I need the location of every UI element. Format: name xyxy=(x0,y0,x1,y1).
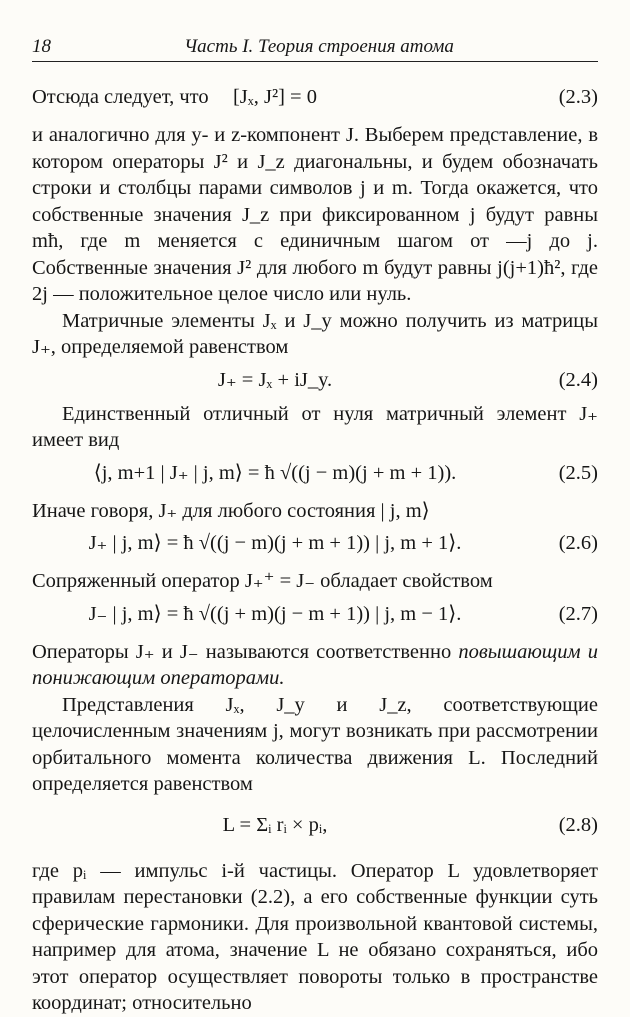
equation-number-2-6: (2.6) xyxy=(558,532,598,554)
equation-number-2-8: (2.8) xyxy=(558,813,598,836)
raising-lowering-text: Операторы J₊ и J₋ называются соответственно xyxy=(32,640,459,663)
equation-number-2-3: (2.3) xyxy=(558,86,598,108)
raising-lowering-terms: повышающим и понижающим операторами. xyxy=(32,640,598,689)
lead-text: Отсюда следует, что xyxy=(32,86,209,108)
paragraph-single-element: Единственный отличный от нуля матричный элемент J₊ имеет вид xyxy=(32,402,598,451)
equation-2-6: J₊ | j, m⟩ = ħ √((j − m)(j + m + 1)) | j, m + 1⟩. xyxy=(88,532,462,554)
equation-2-7-line xyxy=(32,595,598,635)
page-number: 18 xyxy=(32,36,51,57)
equation-2-8-line xyxy=(32,798,598,858)
paragraph-representation: и аналогично для y- и z-компонент J. Выберем представление, в котором операторы J² и J_z диагональны, и будем обозначать строки и столбцы парами символов j и m. Тогда окажется, что собственные значения J_z при фиксированном j будут равны mħ, где m меняется с единичным шагом от —j до j. Собственные значения J² для любого m будут равны j(j+1)ħ², где 2j — положительное целое число или нуль. xyxy=(32,124,598,305)
equation-2-5-line xyxy=(32,454,598,494)
paragraph-adjoint-operator: Сопряженный оператор J₊⁺ = J₋ обладает свойством xyxy=(32,570,493,592)
equation-number-2-7: (2.7) xyxy=(558,602,598,625)
equation-2-8: L = Σᵢ rᵢ × pᵢ, xyxy=(222,813,328,836)
equation-2-4-line xyxy=(32,361,598,401)
equation-2-3: [Jₓ, J²] = 0 xyxy=(232,86,317,108)
header-rule xyxy=(32,61,598,62)
paragraph-matrix-elements: Матричные элементы Jₓ и J_y можно получить из матрицы J₊, определяемой равенством xyxy=(32,309,598,358)
page-body xyxy=(32,78,598,1017)
paragraph-raising-lowering xyxy=(32,635,598,692)
equation-2-3-line xyxy=(32,78,598,122)
equation-2-5: ⟨j, m+1 | J₊ | j, m⟩ = ħ √((j − m)(j + m + 1)). xyxy=(93,461,457,484)
equation-number-2-4: (2.4) xyxy=(558,368,598,391)
page-header xyxy=(32,34,598,60)
equation-number-2-5: (2.5) xyxy=(558,461,598,484)
paragraph-orbital-momentum: Представления Jₓ, J_y и J_z, соответствующие целочисленным значениям j, могут возникать при рассмотрении орбитального момента количества движения L. Последний определяется равенством xyxy=(32,693,598,795)
paragraph-momentum-operator: где pᵢ — импульс i-й частицы. Оператор L удовлетворяет правилам перестановки (2.2), а его собственные функции суть сферические гармоники. Для произвольной квантовой системы, например для атома, значение L не обязано сохраняться, ибо этот оператор осуществляет повороты только в пространстве координат; относительно xyxy=(32,859,598,1014)
equation-2-4: J₊ = Jₓ + iJ_y. xyxy=(217,368,333,391)
running-title: Часть I. Теория строения атома xyxy=(184,36,454,57)
equation-2-7: J₋ | j, m⟩ = ħ √((j + m)(j − m + 1)) | j, m − 1⟩. xyxy=(88,602,462,625)
paragraph-in-other-words: Иначе говоря, J₊ для любого состояния | j, m⟩ xyxy=(32,499,430,522)
equation-2-6-line xyxy=(32,524,598,564)
